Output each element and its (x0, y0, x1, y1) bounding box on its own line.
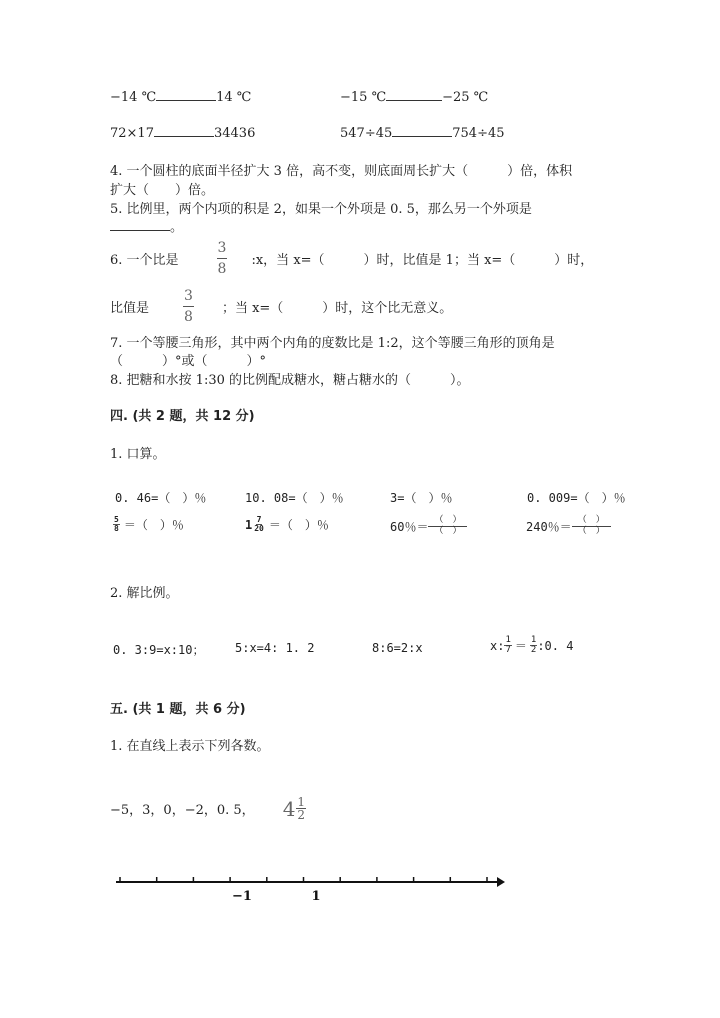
oral-calc-item: 3=（ ）％ (390, 491, 453, 505)
fraction-numerator: 1 (530, 635, 537, 645)
compare-value: −14 ℃ (110, 90, 157, 105)
proportion-prefix: x: (490, 638, 505, 653)
axis-label-one: 1 (311, 889, 321, 904)
question-8: 8. 把糖和水按 1:30 的比例配成糖水，糖占糖水的（ ）。 (110, 373, 470, 388)
axis-label-minus-one: −1 (232, 889, 252, 904)
compare-value: −25 ℃ (442, 90, 489, 105)
proportion-item: 5:x=4: 1. 2 (235, 641, 315, 655)
oral-calc-prefix: 240％＝ (526, 519, 572, 534)
fraction-numerator: 3 (217, 241, 228, 259)
section-5-q1-label: 1. 在直线上表示下列各数。 (110, 739, 270, 754)
punctuation: 。 (170, 220, 184, 235)
section-4-q2-label: 2. 解比例。 (110, 586, 179, 601)
oral-calc-prefix: 60％＝ (390, 519, 429, 534)
oral-calc-item: 0. 46=（ ）％ (115, 491, 207, 505)
proportion-item: 0. 3:9=x:10； (113, 643, 205, 657)
fraction-denominator: 8 (184, 309, 193, 325)
arrow-head-icon (497, 877, 505, 887)
fraction-denominator: 20 (254, 524, 264, 533)
fraction-denominator: （ ） (434, 525, 462, 536)
fraction-numerator: 1 (297, 795, 306, 809)
fraction-denominator: 7 (505, 645, 511, 655)
compare-value: 547÷45 (340, 126, 393, 141)
fraction-numerator: 3 (183, 289, 194, 307)
fraction-numerator: 5 (114, 515, 119, 524)
number-list-text: −5，3，0，−2，0. 5， (110, 803, 255, 818)
fraction-numerator: （ ） (428, 516, 467, 527)
question-6-mid: :x，当 x=（ ）时，比值是 1；当 x=（ ）时， (251, 253, 594, 268)
question-7-line1: 7. 一个等腰三角形，其中两个内角的度数比是 1:2，这个等腰三角形的顶角是 (110, 336, 555, 351)
compare-value: −15 ℃ (340, 90, 387, 105)
mixed-whole: 4 (282, 796, 296, 821)
proportion-item: 8:6=2:x (372, 641, 423, 655)
oral-calc-rest: ＝（ ）％ (268, 518, 329, 532)
oral-calc-item: 0. 009=（ ）％ (527, 491, 626, 505)
question-6-line2-prefix: 比值是 (110, 301, 150, 316)
fraction-denominator: 8 (217, 261, 227, 277)
fraction-numerator: 7 (256, 515, 262, 524)
compare-value: 34436 (213, 126, 256, 141)
question-6-line2-rest: ；当 x=（ ）时，这个比无意义。 (221, 301, 453, 316)
compare-value: 72×17 (110, 126, 154, 141)
fraction-numerator: （ ） (572, 516, 611, 527)
proportion-suffix: :0. 4 (537, 638, 574, 653)
fraction-denominator: 2 (297, 808, 306, 822)
fraction-denominator: 2 (530, 645, 537, 655)
oral-calc-item: 10. 08=（ ）％ (245, 491, 344, 505)
section-5-title: 五. (共 1 题，共 6 分) (110, 702, 246, 717)
equals-sign: ＝ (514, 639, 527, 653)
section-4-q1-label: 1. 口算。 (110, 447, 166, 462)
oral-calc-rest: ＝（ ）％ (123, 518, 184, 532)
question-7-line2: （ ）°或（ ）° (110, 354, 267, 369)
fraction-denominator: 8 (114, 524, 119, 533)
question-6-prefix: 6. 一个比是 (110, 253, 179, 268)
question-4-line2: 扩大（ ）倍。 (110, 183, 215, 198)
mixed-whole: 1 (245, 517, 253, 532)
compare-value: 14 ℃ (216, 90, 252, 105)
fraction-numerator: 1 (505, 635, 511, 645)
compare-value: 754÷45 (452, 126, 505, 141)
section-4-title: 四. (共 2 题，共 12 分) (110, 409, 255, 424)
fraction-denominator: （ ） (577, 525, 605, 536)
question-4-line1: 4. 一个圆柱的底面半径扩大 3 倍，高不变，则底面周长扩大（ ）倍，体积 (110, 164, 573, 179)
question-5-line1: 5. 比例里，两个内项的积是 2，如果一个外项是 0. 5，那么另一个外项是 (110, 202, 532, 217)
